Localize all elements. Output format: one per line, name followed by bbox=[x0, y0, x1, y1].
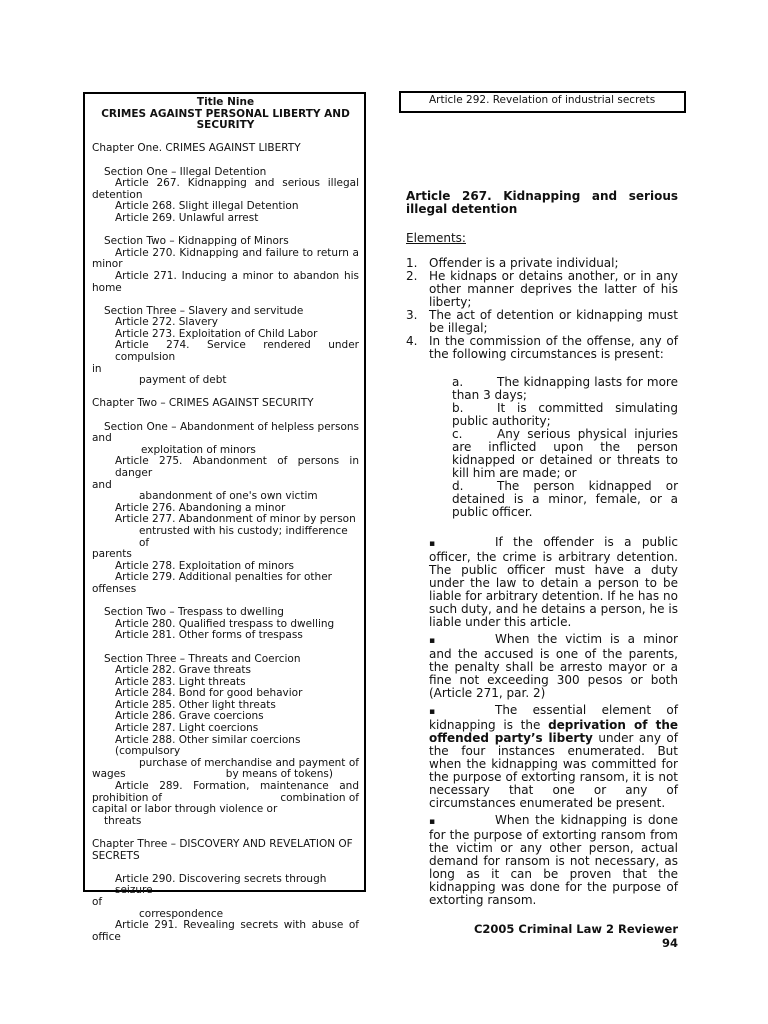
toc-entry: Article 287. Light coercions bbox=[115, 722, 259, 735]
toc-entry: Article 276. Abandoning a minor bbox=[115, 501, 286, 514]
toc-entry-cont: home bbox=[92, 281, 122, 294]
elements-label: Elements: bbox=[406, 231, 466, 245]
toc-entry-cont: capital or labor through violence or bbox=[92, 803, 278, 816]
circumstances-list bbox=[452, 376, 678, 519]
list-item: b. It is committed simulating public authority; bbox=[452, 401, 678, 428]
section-heading-cont: and bbox=[92, 432, 112, 445]
toc-entry: Article 277. Abandonment of minor by person bbox=[115, 513, 356, 526]
bullet-icon: ▪ bbox=[429, 636, 436, 646]
toc-entry: Article 274. Service rendered under compulsion bbox=[115, 339, 359, 364]
toc-entry: Article 290. Discovering secrets through seizure bbox=[115, 872, 327, 897]
toc-entry: Article 271. Inducing a minor to abandon his bbox=[115, 269, 359, 282]
list-item: d. The person kidnapped or detained is a minor, female, or a public officer. bbox=[452, 479, 678, 519]
list-item: c. Any serious physical injuries are inflicted upon the person kidnapped or detained or threats to kill him are made; or bbox=[452, 427, 678, 480]
toc-entry: Article 278. Exploitation of minors bbox=[115, 559, 294, 572]
table-of-contents-box bbox=[83, 92, 366, 943]
toc-entry: Article 286. Grave coercions bbox=[115, 710, 264, 723]
toc-entry: Article 268. Slight illegal Detention bbox=[115, 200, 299, 213]
section-heading: Section One – Illegal Detention bbox=[104, 165, 267, 178]
toc-entry: Article 281. Other forms of trespass bbox=[115, 629, 303, 642]
toc-entry-cont: office bbox=[92, 930, 121, 943]
toc-entry: Article 267. Kidnapping and serious illegal bbox=[115, 177, 359, 190]
toc-entry: Article 289. Formation, maintenance and bbox=[115, 780, 359, 793]
toc-entry-cont: threats bbox=[104, 814, 142, 827]
list-item: 2. He kidnaps or detains another, or in any other manner deprives the latter of his liberty; bbox=[406, 269, 678, 309]
toc-entry: Article 285. Other light threats bbox=[115, 698, 276, 711]
page-footer bbox=[474, 922, 678, 950]
toc-title: Title Nine CRIMES AGAINST PERSONAL LIBERTY AND SECURITY bbox=[101, 96, 350, 132]
elements-list bbox=[406, 257, 678, 361]
section-heading: Section Two – Kidnapping of Minors bbox=[104, 235, 289, 248]
bullet-icon: ▪ bbox=[429, 707, 436, 717]
toc-entry-cont: wages by means of tokens) bbox=[92, 768, 333, 781]
toc-entry: Article 272. Slavery bbox=[115, 316, 218, 329]
section-heading: Section Two – Trespass to dwelling bbox=[104, 606, 284, 619]
list-item: 1. Offender is a private individual; bbox=[406, 256, 619, 270]
list-item: 3. The act of detention or kidnapping must be illegal; bbox=[406, 308, 678, 335]
toc-entry: Article 275. Abandonment of persons in danger bbox=[115, 455, 359, 479]
toc-entry-cont: prohibition of combination of bbox=[92, 791, 359, 804]
bullet-icon: ▪ bbox=[429, 539, 436, 549]
page-number: 94 bbox=[661, 936, 678, 950]
footer-title: C2005 Criminal Law 2 Reviewer bbox=[473, 922, 678, 936]
toc-entry-cont: abandonment of one's own victim bbox=[139, 490, 318, 503]
toc-entry: Article 288. Other similar coercions (compulsory bbox=[115, 733, 301, 758]
toc-entry-cont: and bbox=[92, 478, 112, 491]
toc-entry-cont: purchase of merchandise and payment of bbox=[139, 756, 359, 769]
article-heading: Article 267. Kidnapping and serious illegal detention bbox=[406, 189, 678, 216]
section-heading: Section Three – Slavery and servitude bbox=[104, 304, 304, 317]
notes bbox=[429, 536, 678, 911]
note-item: ▪ When the victim is a minor and the accused is one of the parents, the penalty shall be arresto mayor or a fine not exceeding 300 pesos or both (Article 271, par. 2) bbox=[429, 632, 678, 700]
section-heading: Section One – Abandonment of helpless persons bbox=[104, 420, 359, 433]
note-item: ▪ The essential element of kidnapping is the deprivation of the offended party’s liberty under any of the four instances enumerated. But when the kidnapping was committed for the purpose of extorting ransom, it is not necessary that one or any of circumstances enumerated be present. bbox=[429, 703, 678, 810]
toc-entry-cont: offenses bbox=[92, 582, 137, 595]
toc-entry: Article 270. Kidnapping and failure to return a bbox=[115, 246, 359, 259]
list-item: 4. In the commission of the offense, any of the following circumstances is present: bbox=[406, 334, 678, 361]
toc-entry-cont: of bbox=[92, 895, 103, 908]
toc-entry: Article 283. Light threats bbox=[115, 675, 246, 688]
note-item: ▪ When the kidnapping is done for the purpose of extorting ransom from the victim or any other person, actual demand for ransom is not necessary, as long as it can be proven that the kidnapping was done for the purpose of extorting ransom. bbox=[429, 813, 678, 907]
toc-entry-cont: correspondence bbox=[139, 907, 224, 920]
toc-entry: Article 284. Bond for good behavior bbox=[115, 687, 303, 700]
note-item: ▪ If the offender is a public officer, the crime is arbitrary detention. The public officer must have a duty under the law to detain a person to be liable for arbitrary detention. If he has no such duty, and he detains a person, he is liable under this article. bbox=[429, 535, 678, 629]
toc-entry-cont: payment of debt bbox=[139, 374, 227, 387]
toc-entry-cont: entrusted with his custody; indifference of bbox=[139, 524, 348, 549]
section-heading-cont: exploitation of minors bbox=[141, 443, 256, 456]
toc-entry: Article 291. Revealing secrets with abuse of bbox=[115, 919, 359, 932]
toc-entry: Article 282. Grave threats bbox=[115, 664, 251, 677]
chapter-heading: Chapter One. CRIMES AGAINST LIBERTY bbox=[92, 142, 301, 155]
toc-entry-cont: in bbox=[92, 362, 102, 375]
toc-entry: Article 273. Exploitation of Child Labor bbox=[115, 327, 318, 340]
article-292-box: Article 292. Revelation of industrial secrets bbox=[399, 91, 686, 113]
toc-entry-cont: parents bbox=[92, 548, 132, 561]
toc-entry-cont: detention bbox=[92, 188, 143, 201]
list-item: a. The kidnapping lasts for more than 3 days; bbox=[452, 375, 678, 402]
chapter-heading: Chapter Three – DISCOVERY AND REVELATION OF SECRETS bbox=[92, 838, 353, 862]
bullet-icon: ▪ bbox=[429, 817, 436, 827]
toc-entry: Article 269. Unlawful arrest bbox=[115, 211, 259, 224]
toc-entry: Article 279. Additional penalties for other bbox=[115, 571, 332, 584]
section-heading: Section Three – Threats and Coercion bbox=[104, 652, 301, 665]
toc-entry: Article 280. Qualified trespass to dwelling bbox=[115, 617, 335, 630]
chapter-heading: Chapter Two – CRIMES AGAINST SECURITY bbox=[92, 397, 314, 410]
toc-entry-cont: minor bbox=[92, 258, 123, 271]
